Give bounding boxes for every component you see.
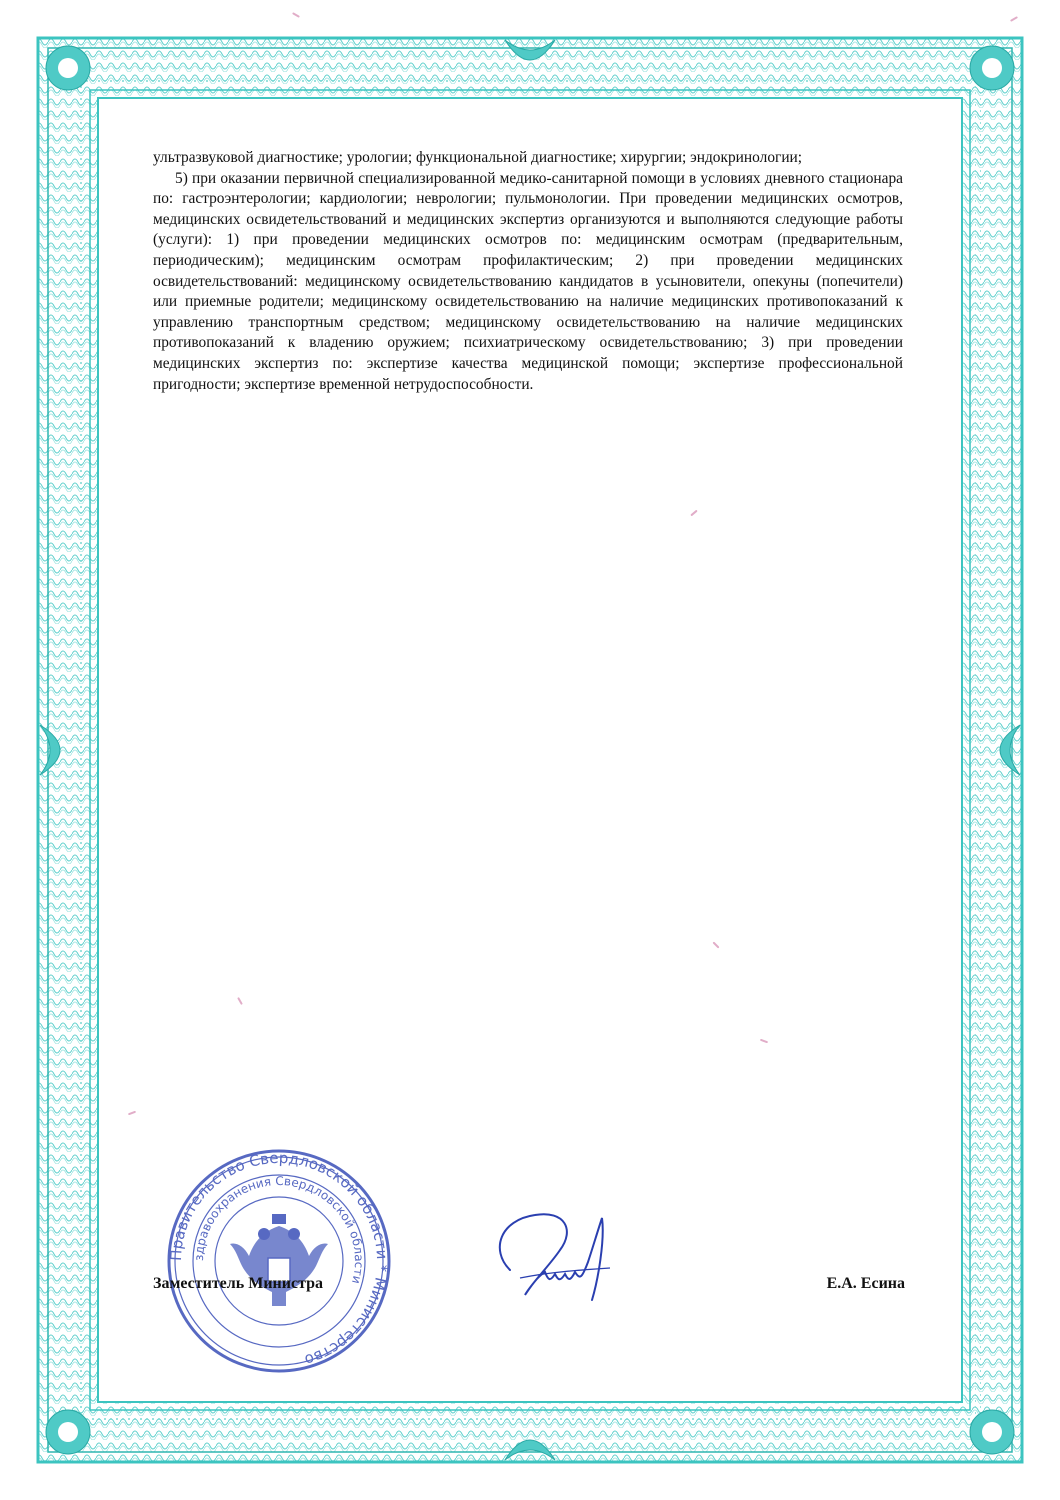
stamp-inner-text: здравоохранения Свердловской области [191, 1173, 367, 1286]
paragraph-continuation: ультразвуковой диагностике; урологии; функциональной диагностике; хирургии; эндокринологии; [153, 149, 803, 166]
handwritten-signature [480, 1200, 640, 1320]
stamp-outer-text: Правительство Свердловской области * Министерство [166, 1148, 392, 1370]
paragraph-main: 5) при оказании первичной специализированной медико-санитарной помощи в условиях дневного стационара по: гастроэнтерологии; кардиологии; неврологии; пульмонологии. При проведении медицинских осмотров, медицинских освидетельствований и медицинских экспертиз организуются и выполняются следующие работы (услуги): 1) при проведении медицинских осмотров по: медицинским осмотрам (предварительным, периодическим); медицинским осмотрам профилактическим; 2) при проведении медицинских освидетельствований: медицинскому освидетельствованию кандидатов в усыновители, опекуны (попечители) или приемные родители; медицинскому освидетельствованию на наличие медицинских противопоказаний к управлению транспортным средством; медицинскому освидетельствованию на наличие медицинских противопоказаний к владению оружием; психиатрическому освидетельствованию; 3) при проведении медицинских экспертиз по: экспертизе качества медицинской помощи; экспертизе профессиональной пригодности; экспертизе временной нетрудоспособности. [153, 169, 903, 393]
signatory-name: Е.А. Есина [826, 1275, 905, 1292]
official-stamp [164, 1146, 394, 1376]
document-body [153, 148, 903, 395]
signatory-title: Заместитель Министра [153, 1275, 324, 1292]
signature-block [153, 1275, 905, 1299]
